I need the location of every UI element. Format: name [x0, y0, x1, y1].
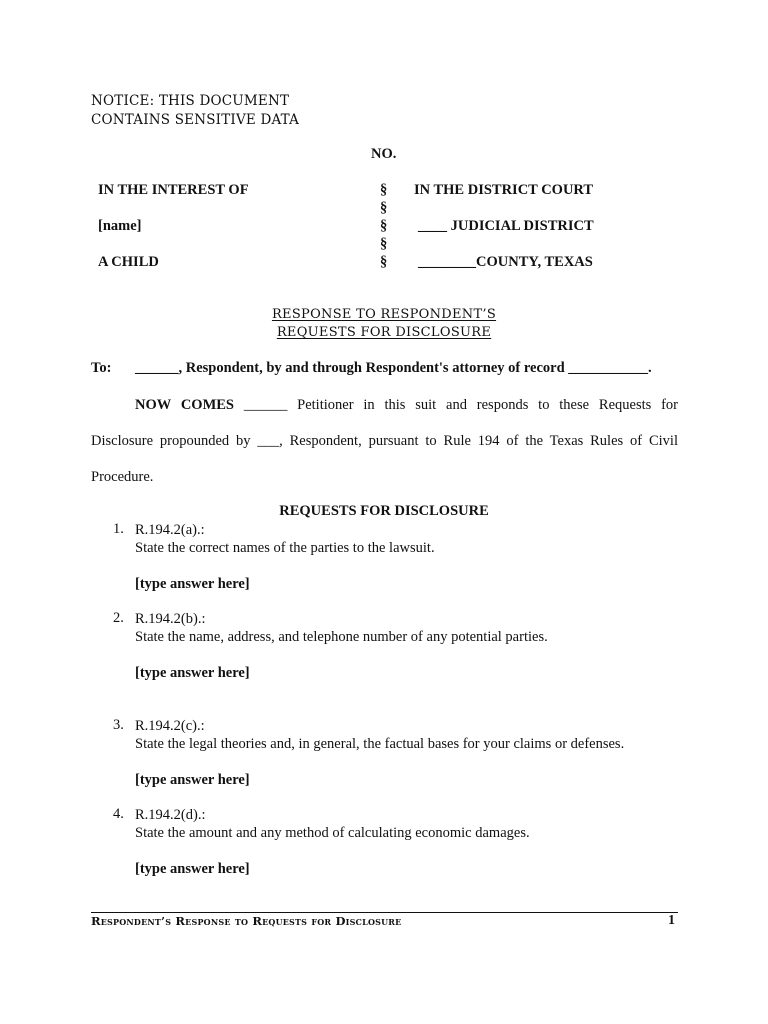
caption-county: ________COUNTY, TEXAS: [418, 254, 593, 270]
caption-district-court: IN THE DISTRICT COURT: [414, 182, 594, 198]
request-rule: R.194.2(a).:: [135, 522, 205, 538]
section-symbol: §: [380, 254, 388, 270]
request-text: State the correct names of the parties to the lawsuit.: [135, 540, 435, 556]
request-rule: R.194.2(d).:: [135, 807, 206, 823]
request-text: State the name, address, and telephone number of any potential parties.: [135, 629, 548, 645]
case-number-label: NO.: [371, 146, 397, 162]
request-number: 4.: [113, 806, 124, 822]
answer-placeholder[interactable]: [type answer here]: [135, 772, 250, 788]
answer-placeholder[interactable]: [type answer here]: [135, 576, 250, 592]
page-number: 1: [668, 913, 675, 928]
footer-rule: [91, 912, 678, 913]
to-recipient: ______, Respondent, by and through Respondent's attorney of record ___________.: [135, 360, 652, 376]
request-number: 3.: [113, 717, 124, 733]
intro-text: ______ Petitioner in this suit and responds to these Requests for Disclosure propounded by ___, Respondent, pursuant to Rule 194 of the Texas Rules of Civil Procedure.: [91, 397, 678, 485]
now-comes-lead: NOW COMES: [135, 397, 234, 413]
to-label: To:: [91, 360, 112, 376]
request-number: 2.: [113, 610, 124, 626]
caption-in-interest-of: IN THE INTEREST OF: [98, 182, 249, 198]
section-symbol: §: [380, 182, 388, 198]
footer-document-title: Respondent’s Response to Requests for Disclosure: [91, 914, 402, 928]
notice-line-2: CONTAINS SENSITIVE DATA: [91, 112, 300, 128]
intro-paragraph: [91, 387, 678, 495]
section-symbol: §: [380, 236, 388, 252]
request-text: State the amount and any method of calculating economic damages.: [135, 825, 530, 841]
sensitive-data-notice: [91, 92, 299, 130]
answer-placeholder[interactable]: [type answer here]: [135, 861, 250, 877]
section-symbol: §: [380, 200, 388, 216]
caption-judicial-district: ____ JUDICIAL DISTRICT: [418, 218, 594, 234]
caption-child-name: [name]: [98, 218, 142, 234]
request-rule: R.194.2(b).:: [135, 611, 206, 627]
section-symbol: §: [380, 218, 388, 234]
requests-heading: REQUESTS FOR DISCLOSURE: [279, 503, 489, 519]
notice-line-1: NOTICE: THIS DOCUMENT: [91, 93, 290, 109]
caption-a-child: A CHILD: [98, 254, 159, 270]
request-text: State the legal theories and, in general, the factual bases for your claims or defenses.: [135, 736, 625, 752]
request-number: 1.: [113, 521, 124, 537]
request-rule: R.194.2(c).:: [135, 718, 205, 734]
answer-placeholder[interactable]: [type answer here]: [135, 665, 250, 681]
document-title-line-1: RESPONSE TO RESPONDENT’S: [271, 307, 497, 322]
document-title-line-2: REQUESTS FOR DISCLOSURE: [276, 325, 492, 340]
